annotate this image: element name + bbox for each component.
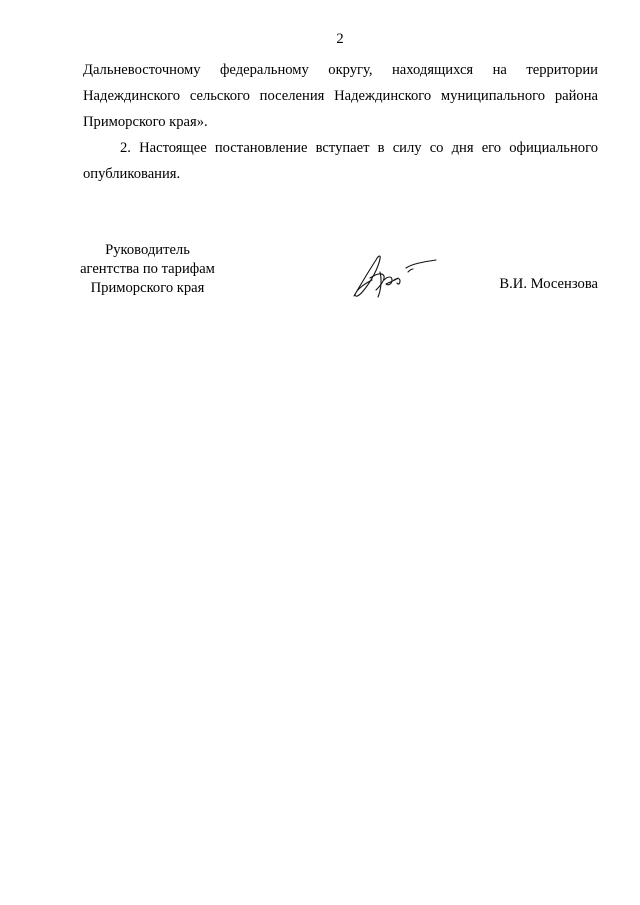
signatory-title-line: Приморского края — [90, 280, 205, 296]
paragraph-continuation — [83, 57, 598, 135]
signatory-title — [60, 241, 235, 298]
handwritten-signature — [350, 250, 440, 302]
text-line: опубликования. — [83, 166, 181, 182]
page-number: 2 — [336, 31, 344, 47]
text-line: Надеждинского сельского поселения Надеждинского муниципального района — [83, 88, 598, 104]
text-line: Дальневосточному федеральному округу, находящихся на территории — [83, 62, 598, 78]
signatory-title-line: Руководитель — [105, 242, 190, 258]
paragraph-item-2 — [83, 135, 598, 187]
signatory-name: В.И. Мосензова — [499, 276, 598, 292]
text-line: Приморского края». — [83, 114, 208, 130]
text-line: 2. Настоящее постановление вступает в силу со дня его официального — [120, 140, 598, 156]
signatory-title-line: агентства по тарифам — [80, 261, 215, 277]
document-body — [83, 57, 598, 187]
